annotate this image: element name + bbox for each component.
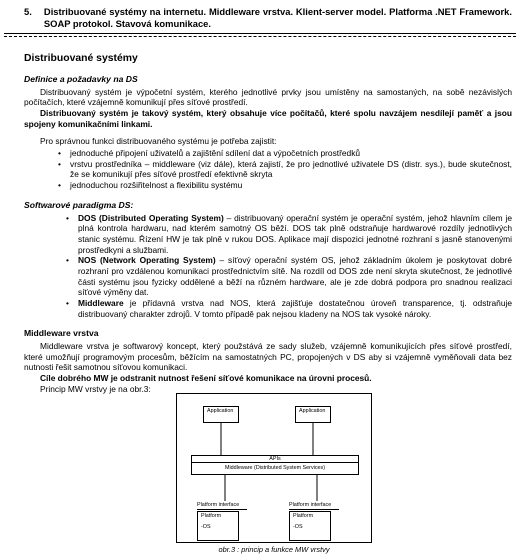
platform-interface-left: Platform interface xyxy=(197,502,240,508)
nos-term: NOS (Network Operating System) xyxy=(78,255,216,266)
platform-interface-right: Platform interface xyxy=(289,502,332,508)
header-rule-dashed xyxy=(4,36,516,37)
middleware-layer xyxy=(191,455,359,475)
middleware-paragraph-3: Princip MW vrstvy je na obr.3: xyxy=(40,383,151,394)
requirements-list xyxy=(58,148,512,191)
platform-box-right xyxy=(289,511,331,541)
list-item-middleware xyxy=(66,298,512,319)
nos-description: – síťový operační systém OS, jehož základním úkolem je poskytovat dobré rozhraní pro vzdálenou komunikaci prostřednictvím sítě. Na rozdíl od DOS zde není skryta skutečnost, že jednotlivé části systému jsou fyzicky oddělené a běží na různém hardware, ale je zde dobrá podpora pro snadnou realizaci síťové výměny dat. xyxy=(78,255,512,298)
list-item: • jednoduché připojení uživatelů a zajištění sdílení dat a výpočetních prostředků xyxy=(58,148,512,159)
application-box-right: Application xyxy=(295,406,331,423)
platform-interface-line-left xyxy=(197,509,247,510)
middleware-paragraph-2: Cíle dobrého MW je odstranit nutnost řešení síťové komunikace na úrovni procesů. xyxy=(40,373,372,384)
chapter-header xyxy=(20,6,512,30)
list-item: • vrstvu prostředníka – middleware (viz dále), která zajistí, že pro jednotlivé uživatele DS (distr. sys.), bude skutečnost, že se komunikují přes síťové prostředí efektivně skryta xyxy=(58,159,512,180)
os-label-right: -OS xyxy=(293,524,303,531)
list-item: • jednoduchou rozšiřitelnost a flexibilitu systému xyxy=(58,180,512,191)
platform-box-left xyxy=(197,511,239,541)
paradigm-heading: Softwarové paradigma DS: xyxy=(24,199,134,210)
chapter-number: 5. xyxy=(24,6,32,17)
dos-term: DOS (Distributed Operating System) xyxy=(78,212,224,223)
figure-caption: obr.3 : princip a funkce MW vrstvy xyxy=(218,545,330,554)
os-label-left: -OS xyxy=(201,524,211,531)
chapter-title: Distribuované systémy na internetu. Middleware vrstva. Klient-server model. Platforma .NET Framework. SOAP protokol. Stavová komunikace. xyxy=(43,6,512,30)
dos-description: – distribuovaný operační systém je operační systém, jehož hlavním cílem je plná kontrola hardwaru, nad kterém samotný OS běží. DOS tak plně odstraňuje hardwarové rozdíly jednotlivých stanic systému. Řízení HW je tak plně v rukou DOS. Aplikace mají dispozici jednotné rozhraní s jasně stanovenými prostředkyni a službami. xyxy=(78,212,512,255)
definition-paragraph-1: Distribuovaný systém je výpočetní systém, kterého jednotlivé prvky jsou umístěny na samostaných, na sobě nezávislých počítačích, které vzájemně komunikují přes síťové prostředí. xyxy=(24,86,512,108)
list-item-dos xyxy=(66,213,512,256)
platform-label-right: Platform xyxy=(293,513,314,519)
middleware-label: Middleware (Distributed System Services) xyxy=(224,465,326,471)
platform-interface-line-right xyxy=(289,509,339,510)
middleware-paragraph-1: Middleware vrstva je softwarový koncept, který použstává ze sady služeb, vzájemně komunikujících přes síťové prostředí, které umožňují programovým procesům, běžícím na samostatných PC, propojených v DS aby si vzájemně vyměňovali data bez nutnosti řešit samotnou síťovou komunikaci. xyxy=(24,341,512,373)
application-box-left: Application xyxy=(203,406,239,423)
section-title: Distribuované systémy xyxy=(24,53,138,65)
apis-label: APIs xyxy=(192,456,358,463)
definition-paragraph-2: Distribuovaný systém je takový systém, který obsahuje více počítačů, které spolu navzájem nesdílejí paměť a jsou spojeny komunikačními linkami. xyxy=(24,107,512,129)
middleware-term: Middleware xyxy=(78,297,124,308)
middleware-description: je přídavná vrstva nad NOS, která zajišťuje dostatečnou úroveň transparence, tj. odstraňuje distribuovaný charakter zdrojů. V tomto případě pak nejsou kladeny na NOS tak vysoké nároky. xyxy=(78,297,512,319)
requirements-intro: Pro správnou funkci distribuovaného systému je potřeba zajistit: xyxy=(40,136,277,147)
definition-heading: Definice a požadavky na DS xyxy=(24,73,138,84)
middleware-heading: Middleware vrstva xyxy=(24,328,99,339)
middleware-diagram xyxy=(176,393,372,543)
list-item-nos xyxy=(66,255,512,298)
header-rule xyxy=(4,33,516,34)
platform-label-left: Platform xyxy=(201,513,222,519)
